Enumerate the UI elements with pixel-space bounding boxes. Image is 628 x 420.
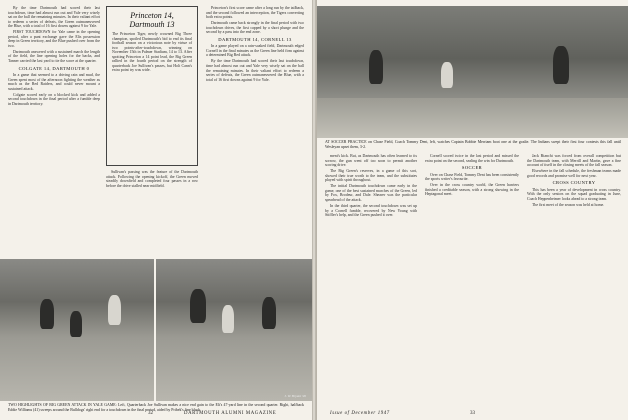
right-col2-heading: SOCCER xyxy=(461,165,483,171)
left-col1-para: By the time Dartmouth had scored their last touchdown, time had almost run out and Yale very wisely sat on the ball the remaining minutes. In their valiant effort to redeem a series of defeats, the Green outmaneuvered the Blue, with a total of 16 first downs against 9 for Yale. xyxy=(8,6,100,29)
left-col2-para: Sullivan's passing was the feature of the Dartmouth attack. Following the opening kickoff, the Green moved steadily downfield and completed four passes in a row before the drive stalled near midfield. xyxy=(106,170,198,188)
photo-divider xyxy=(154,259,156,401)
right-col1-para: The initial Dartmouth touchdown came early in the game, one of the best sustained marches of the Green, led by Fox, Brodeur, and Dale. Shearer was the particular spearhead of the attack. xyxy=(325,184,417,202)
right-col1-para: In the third quarter, the second touchdown was set up by a Cornell fumble, recovered by New Young with Stiffler's help, and the Green pushed it over. xyxy=(325,203,417,218)
left-col3-para: By the time Dartmouth had scored their last touchdown, time had almost run out and Yale very wisely sat on the ball the remaining minutes. In their valiant effort to redeem a series of defeats, the Green outmaneuvered the Blue, with a total of 16 first downs against 9 for Yale. xyxy=(206,59,304,82)
left-col1-heading: COLGATE 14, DARTMOUTH 0 xyxy=(18,65,90,71)
left-col1-para: In a game that seemed to a driving rain and mud, the Green spent most of the afternoon fighting the weather as much as the Red Raiders, and could never mount a sustained attack. xyxy=(8,73,100,91)
player-figure xyxy=(190,289,206,323)
soccer-practice-photo xyxy=(317,6,628,138)
right-col2-para: Over in the cross country world, the Green harriers finished a creditable season, with a strong showing in the Heptagonal meet. xyxy=(425,183,519,197)
left-col3-para: Princeton's first score came after a long run by the tailback, and the second followed an interception, the Tigers converting both extra points. xyxy=(206,6,304,20)
left-col3-para: In a game played on a rain-soaked field, Dartmouth edged Cornell in the final minutes as the Green line held firm against a determined Big Red attack. xyxy=(206,44,304,58)
right-photo-caption: AT SOCCER PRACTICE on Chase Field, Coach Tommy Dent, left, watches Captain Bobbie Merriam boot one at the goalie. The Indians swept their first four contests this fall until Wesleyan upset them, 3-2. xyxy=(325,140,621,149)
photo-credit: J. W. Bryant '26 xyxy=(284,394,306,398)
right-col3-para: This has been a year of development in cross country. With the only seniors on the squad graduating in June, Coach Heppenheimer looks ahead to a strong team. xyxy=(527,187,621,201)
right-col1-para: ment's kick. But, as Dartmouth has often learned to its sorrow, the gun went off too soon to permit another scoring drive. xyxy=(325,154,417,168)
left-column-3 xyxy=(206,6,304,254)
yale-game-photo xyxy=(0,259,312,401)
right-col1-para: The Big Green's reserves, in a game of this sort, showed their true worth to the team, and the substitutes played with spirit throughout. xyxy=(325,169,417,183)
right-footer-issue: Issue of December 1947 xyxy=(330,411,390,416)
sidebar-body: The Princeton Tiger, newly crowned Big Three champion, spoiled Dartmouth's bid to end its final football season on a victorious note by virtue of two points-after-touchdown, winning on November 15th in Palmer Stadium, 14 to 13. After spotting Princeton a 14 point lead, the Big Green rallied in the fourth period on the strength of quarterback Joe Sullivan's passes, but Holt Cann's extra point try was wide. xyxy=(112,32,192,73)
left-footer-title: DARTMOUTH ALUMNI MAGAZINE xyxy=(184,411,277,416)
right-col2-para: Cornell scored twice in the last period and missed the extra point on the second, sealing the win for Dartmouth. xyxy=(425,154,519,163)
left-col1-para: Dartmouth answered with a sustained march the length of the field, the line opening holes for the backs, and Tanner carried the last yard to tie the score at the quarter. xyxy=(8,49,100,64)
right-col3-heading: CROSS COUNTRY xyxy=(552,180,596,186)
princeton-sidebar-box xyxy=(106,6,198,166)
left-col3-heading: DARTMOUTH 14, CORNELL 13 xyxy=(218,36,292,42)
right-column-2 xyxy=(425,154,519,404)
left-column-1 xyxy=(8,6,100,254)
player-figure xyxy=(369,50,383,84)
right-column-3 xyxy=(527,154,621,404)
left-col3-para: Dartmouth came back strongly in the final period with two touchdown drives, the first capped by a short plunge and the second by a pass into the end zone. xyxy=(206,21,304,35)
left-page xyxy=(0,0,313,420)
left-column-2 xyxy=(106,170,198,254)
left-page-number: 32 xyxy=(148,411,153,416)
right-page-number: 33 xyxy=(470,411,475,416)
sidebar-title: Princeton 14, Dartmouth 13 xyxy=(129,11,175,29)
player-figure xyxy=(553,46,569,84)
right-column-1 xyxy=(325,154,417,404)
right-col3-para: Jack Bianchi was forced from overall competition but the Dartmouth team, with Merrill and Martin, gave a fine account of itself in the closing meets of the fall season. xyxy=(527,154,621,168)
left-photo-caption: TWO HIGHLIGHTS OF BIG GREEN ATTACK IN YALE GAME: Left, Quarterback Joe Sullivan makes a nice end gain to the Eli's 47-yard line in the second quarter. Right, halfback Eddie Williams (41) sweeps around the Bulldogs' right end for a touchdown in the final period, aided by Pribek's fine block. xyxy=(8,403,304,412)
player-figure xyxy=(70,311,82,337)
left-col1-para: FIRST TOUCHDOWN for Yale came in the opening period, after a punt exchange gave the Elis possession deep in Green territory, and the Blue pushed over from the two. xyxy=(8,30,100,48)
player-figure xyxy=(441,62,453,88)
player-figure xyxy=(108,295,121,325)
player-figure xyxy=(222,305,234,333)
player-figure xyxy=(40,299,54,329)
player-figure xyxy=(262,297,276,329)
right-col2-para: Over on Chase Field, Tommy Dent has been consistently the sports writer's favourite. xyxy=(425,172,519,182)
right-col3-para: The first meet of the season was held at home. xyxy=(532,202,605,207)
right-col3-para: Elsewhere in the fall schedule, the freshman teams made good records and promise well for next year. xyxy=(527,169,621,178)
field-ground xyxy=(317,98,628,138)
right-page xyxy=(316,0,628,420)
left-col1-para: Colgate scored early on a blocked kick and added a second touchdown in the final period after a fumble deep in Dartmouth territory. xyxy=(8,92,100,106)
